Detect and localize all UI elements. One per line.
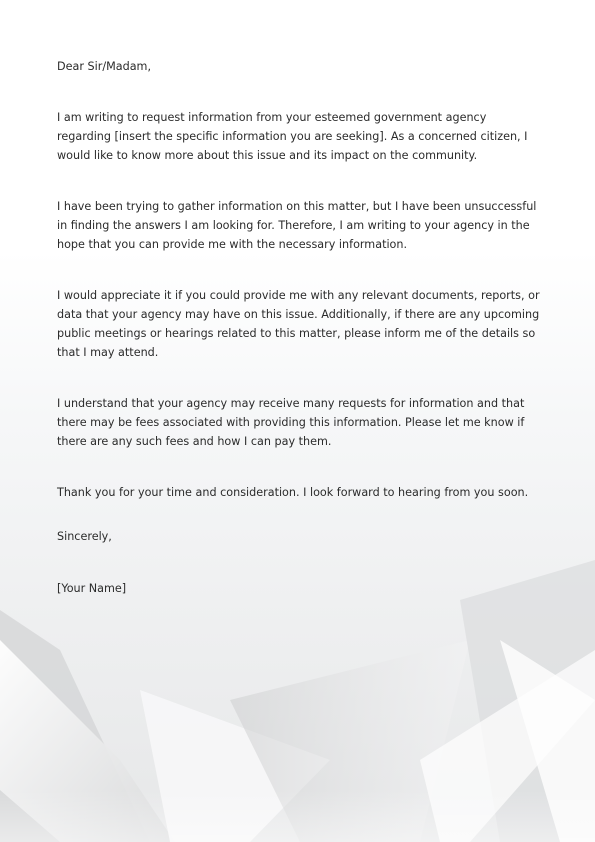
paragraph-fees: I understand that your agency may receive many requests for information and that there may be fees associated with providing this information. Please let me know if there are any such fees and how I can pay them. [57, 397, 525, 448]
paragraph-background: I have been trying to gather information on this matter, but I have been unsuccessful in finding the answers I am looking for. Therefore, I am writing to your agency in the hope that you can provide me with the necessary information. [57, 200, 537, 251]
paragraph-thanks: Thank you for your time and consideration. I look forward to hearing from you soon. [57, 486, 529, 499]
signature-name: [Your Name] [57, 582, 127, 595]
salutation: Dear Sir/Madam, [57, 60, 152, 73]
signoff: Sincerely, [57, 530, 112, 543]
paragraph-request: I am writing to request information from your esteemed government agency regarding [insert the specific information you are seeking]. As a concerned citizen, I would like to know more about this issue and its impact on the community. [57, 111, 528, 162]
letter-body [57, 57, 541, 598]
paragraph-documents: I would appreciate it if you could provide me with any relevant documents, reports, or data that your agency may have on this issue. Additionally, if there are any upcoming public meetings or hearings related to this matter, please inform me of the details so that I may attend. [57, 289, 540, 359]
